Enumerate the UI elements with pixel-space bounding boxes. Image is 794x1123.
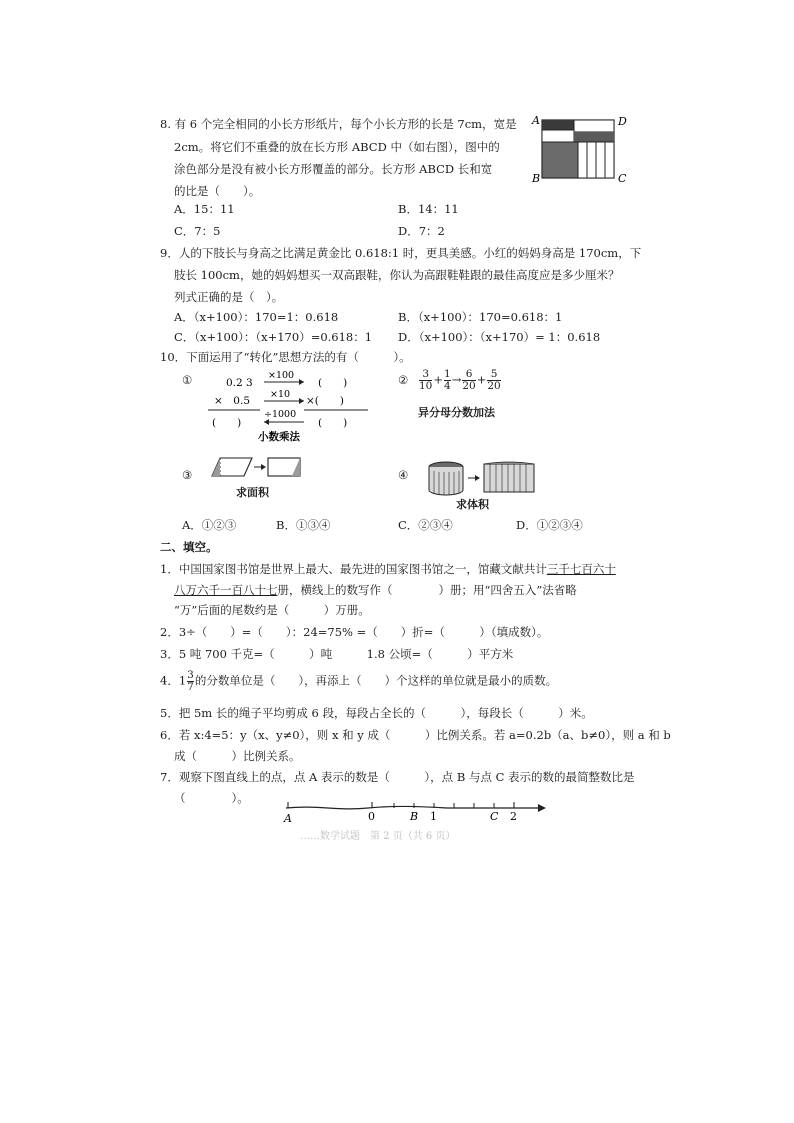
mult-bottom: × 0.5 (214, 395, 250, 407)
fill-q6-line-2: 成（ ）比例关系。 (174, 749, 301, 763)
q8-option-c[interactable]: C．7：5 (174, 224, 221, 238)
volume-caption: 求体积 (456, 498, 489, 511)
mult-paren-bottom: ( ) (318, 417, 348, 429)
underlined-number-part-2: 八万六千一百八十七 (174, 583, 278, 597)
page-footer: ……数学试题 第 2 页（共 6 页） (300, 831, 456, 842)
q9-line-1: 9．人的下肢长与身高之比满足黄金比 0.618:1 时，更具美感。小红的妈妈身高是 170cm，下 (160, 246, 642, 260)
tick-one-label: 1 (430, 810, 437, 823)
fill-q7-line-1: 7．观察下图直线上的点，点 A 表示的数是（ ），点 B 与点 C 表示的数的最简整数比是 (160, 770, 635, 784)
q10-option-c[interactable]: C．②③④ (398, 518, 453, 532)
plus-sign: + (433, 372, 444, 387)
q10-option-a[interactable]: A．①②③ (182, 518, 237, 532)
fraction-5-20: $\frac{5}{20}$ (487, 368, 501, 392)
q8-option-a[interactable]: A．15：11 (174, 202, 235, 216)
fraction-6-20: $\frac{6}{20}$ (462, 368, 476, 392)
q9-option-c[interactable]: C．（x+100）：（x+170）=0.618：1 (174, 330, 373, 344)
decimal-multiplication-figure (200, 368, 375, 444)
q9-option-a[interactable]: A．（x+100）：170=1：0.618 (174, 310, 339, 324)
mult-op-3: ÷1000 (264, 409, 297, 420)
fraction-addition-figure (418, 369, 502, 392)
mult-result-paren: ( ) (212, 417, 242, 429)
q10-option-b[interactable]: B．①③④ (276, 518, 331, 532)
fig-label-d: D (618, 115, 627, 128)
q8-line-4: 的比是（ ）。 (174, 184, 261, 198)
fill-q4: 4．1 $\frac{3}{7}$ 的分数单位是（ ），再添上（ ）个这样的单位就是最小的质数。 (160, 669, 558, 693)
q9-option-d[interactable]: D．（x+100）：（x+170）= 1：0.618 (398, 330, 601, 344)
mult-times-paren: ×( ) (306, 395, 344, 407)
parallelogram-to-rectangle-figure (204, 454, 308, 482)
fig-label-c: C (618, 172, 627, 184)
mult-top: 0.2 3 (226, 377, 253, 389)
q10-marker-1: ① (182, 373, 193, 387)
plus-sign-2: + (476, 372, 487, 387)
q8-line-1: 8. 有 6 个完全相同的小长方形纸片，每个小长方形的长是 7cm，宽是 (160, 117, 517, 131)
fraction-3-10: $\frac{3}{10}$ (419, 368, 433, 392)
number-line (278, 799, 550, 825)
q10-option-d[interactable]: D．①②③④ (516, 518, 583, 532)
fig-label-a: A (532, 114, 540, 127)
mult-op-2: ×10 (270, 389, 291, 400)
underlined-number-part-1: 三千七百六十 (546, 562, 616, 576)
tick-two-label: 2 (510, 810, 517, 823)
point-c-label: C (490, 810, 499, 823)
cylinder-to-cuboid-figure (424, 460, 540, 496)
fill-q1-line-1: 1．中国国家图书馆是世界上最大、最先进的国家图书馆之一，馆藏文献共计三千七百六十 (160, 562, 616, 576)
fill-q7-line-2: （ ）。 (174, 791, 249, 805)
q8-line-3: 涂色部分是没有被小长方形覆盖的部分。长方形 ABCD 长和宽 (174, 162, 493, 176)
arrow-sign: → (451, 372, 462, 387)
mult-paren-top: ( ) (318, 377, 348, 389)
q8-line-2: 2cm。将它们不重叠的放在长方形 ABCD 中（如右图），图中的 (174, 140, 500, 154)
mixed-fraction-3-7: $\frac{3}{7}$ (187, 669, 194, 693)
section-2-title: 二、填空。 (160, 540, 218, 554)
area-caption: 求面积 (236, 486, 269, 499)
q10-marker-4: ④ (398, 468, 409, 482)
fill-q1-line-2: 八万六千一百八十七册，横线上的数写作（ ）册；用“四舍五入”法省略 (174, 583, 577, 597)
fill-q6-line-1: 6．若 x:4=5：y（x、y≠0），则 x 和 y 成（ ）比例关系。若 a=0.2b（a、b≠0），则 a 和 b (160, 728, 671, 742)
fill-q1-line-3: “万”后面的尾数约是（ ）万册。 (174, 603, 370, 617)
q10-marker-2: ② (398, 373, 409, 387)
q8-rectangle-figure (526, 112, 638, 184)
mult-caption: 小数乘法 (258, 431, 300, 443)
fill-q5: 5．把 5m 长的绳子平均剪成 6 段，每段占全长的（ ），每段长（ ）米。 (160, 706, 593, 720)
q9-line-3: 列式正确的是（ ）。 (174, 290, 284, 304)
q10-stem: 10．下面运用了“转化”思想方法的有（ ）。 (160, 350, 411, 364)
tick-zero-label: 0 (368, 810, 375, 823)
mult-op-1: ×100 (268, 370, 295, 381)
point-b-label: B (410, 810, 419, 823)
q9-line-2: 肢长 100cm，她的妈妈想买一双高跟鞋，你认为高跟鞋鞋跟的最佳高度应是多少厘米？ (174, 268, 620, 282)
fill-q3: 3．5 吨 700 千克=（ ）吨 1.8 公顷=（ ）平方米 (160, 647, 514, 661)
point-a-label: A (284, 812, 292, 825)
q9-option-b[interactable]: B．（x+100）：170=0.618：1 (398, 310, 563, 324)
q8-option-d[interactable]: D．7：2 (398, 224, 445, 238)
fraction-1-4: $\frac{1}{4}$ (444, 368, 451, 392)
q8-option-b[interactable]: B．14：11 (398, 202, 459, 216)
fig-label-b: B (532, 172, 541, 184)
fill-q2: 2．3÷（ ）=（ ）：24=75% =（ ）折=（ ）（填成数）。 (160, 625, 549, 639)
q10-marker-3: ③ (182, 468, 193, 482)
fraction-caption: 异分母分数加法 (418, 406, 495, 419)
